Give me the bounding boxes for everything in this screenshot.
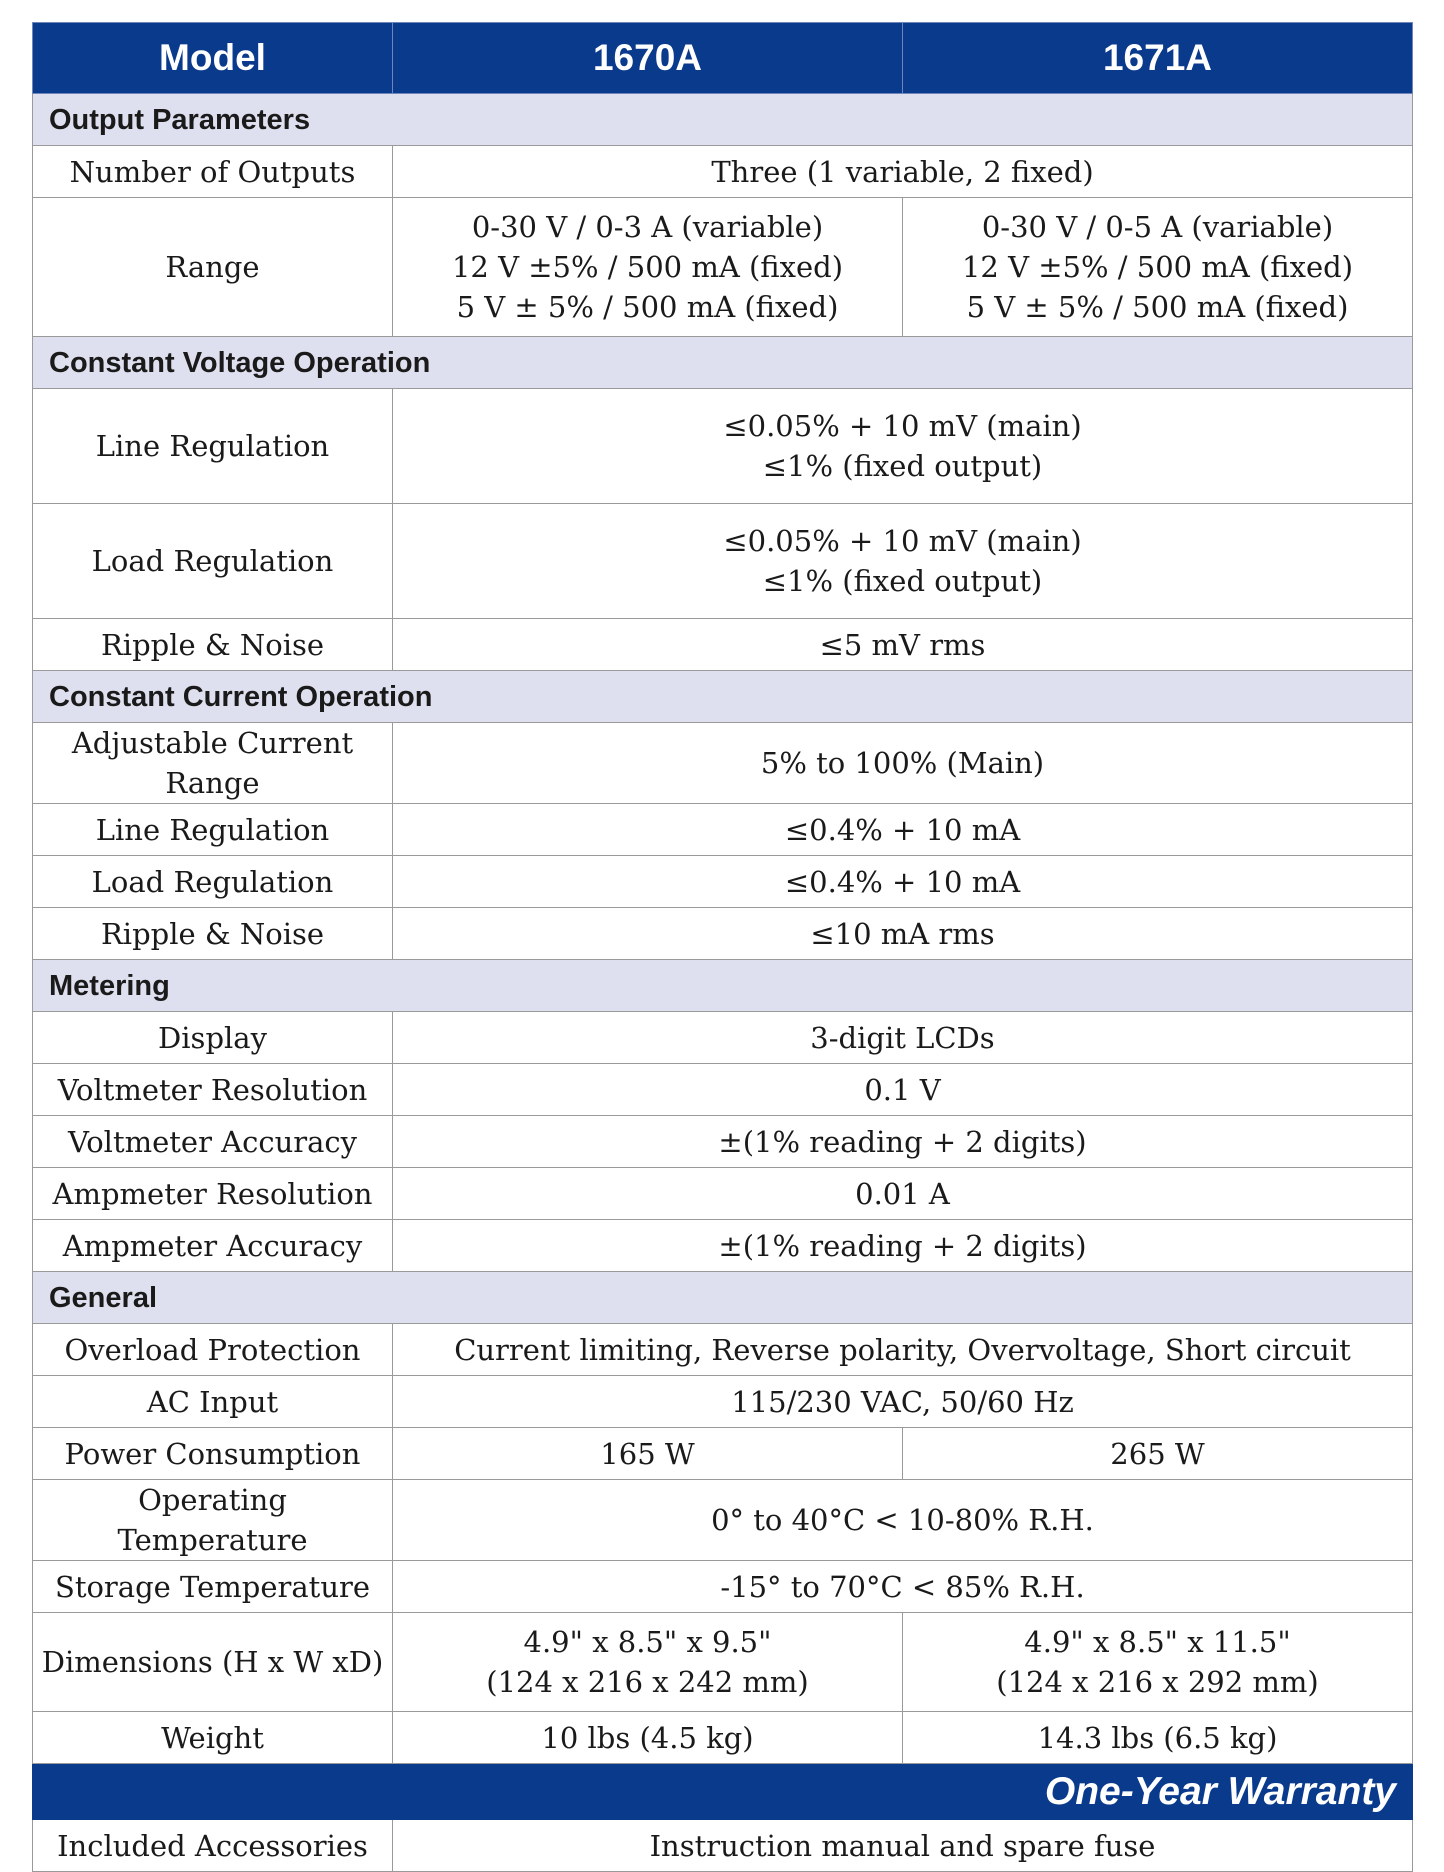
warranty-row <box>33 1764 1413 1820</box>
row-label: Display <box>33 1012 393 1064</box>
value-line: 12 V ±5% / 500 mA (fixed) <box>961 250 1354 284</box>
row-value: 0.01 A <box>393 1168 1413 1220</box>
row-label: Ampmeter Accuracy <box>33 1220 393 1272</box>
header-row <box>33 23 1413 94</box>
row-value-1671a: 14.3 lbs (6.5 kg) <box>903 1712 1413 1764</box>
section-row <box>33 1272 1413 1324</box>
table-row <box>33 1324 1413 1376</box>
row-value-1671a: 265 W <box>903 1428 1413 1480</box>
value-line: 5 V ± 5% / 500 mA (fixed) <box>966 290 1349 324</box>
row-label: Dimensions (H x W xD) <box>33 1613 393 1712</box>
row-value-1670a <box>393 1613 903 1712</box>
value-line: ≤1% (fixed output) <box>762 449 1043 483</box>
table-row <box>33 198 1413 337</box>
row-label: Operating Temperature <box>33 1480 393 1561</box>
row-label: Line Regulation <box>33 389 393 504</box>
header-1670a: 1670A <box>393 23 903 94</box>
table-row <box>33 1820 1413 1872</box>
section-general: General <box>33 1272 1413 1324</box>
row-value-1671a <box>903 198 1413 337</box>
row-value: Three (1 variable, 2 fixed) <box>393 146 1413 198</box>
row-value <box>393 504 1413 619</box>
row-value <box>393 389 1413 504</box>
row-label: Overload Protection <box>33 1324 393 1376</box>
value-line: 4.9" x 8.5" x 11.5" <box>1024 1625 1291 1659</box>
row-value-1670a: 10 lbs (4.5 kg) <box>393 1712 903 1764</box>
row-label: Voltmeter Resolution <box>33 1064 393 1116</box>
row-label: Voltmeter Accuracy <box>33 1116 393 1168</box>
row-value-1671a <box>903 1613 1413 1712</box>
table-row <box>33 504 1413 619</box>
value-line: (124 x 216 x 292 mm) <box>996 1665 1319 1699</box>
row-label: Adjustable Current Range <box>33 723 393 804</box>
table-row <box>33 1376 1413 1428</box>
table-row <box>33 1428 1413 1480</box>
table-row <box>33 1064 1413 1116</box>
table-row <box>33 619 1413 671</box>
row-value: ≤0.4% + 10 mA <box>393 804 1413 856</box>
row-value: 3-digit LCDs <box>393 1012 1413 1064</box>
table-row <box>33 389 1413 504</box>
section-metering: Metering <box>33 960 1413 1012</box>
row-value: 115/230 VAC, 50/60 Hz <box>393 1376 1413 1428</box>
row-label: Included Accessories <box>33 1820 393 1872</box>
row-value: ±(1% reading + 2 digits) <box>393 1220 1413 1272</box>
row-value: ≤5 mV rms <box>393 619 1413 671</box>
row-label: Number of Outputs <box>33 146 393 198</box>
section-row <box>33 94 1413 146</box>
table-row <box>33 723 1413 804</box>
spec-table <box>32 22 1413 1872</box>
value-line: 0-30 V / 0-3 A (variable) <box>471 210 824 244</box>
header-model: Model <box>33 23 393 94</box>
row-value: 5% to 100% (Main) <box>393 723 1413 804</box>
value-line: 0-30 V / 0-5 A (variable) <box>981 210 1334 244</box>
section-row <box>33 337 1413 389</box>
value-line: 4.9" x 8.5" x 9.5" <box>523 1625 772 1659</box>
table-row <box>33 1220 1413 1272</box>
row-value: ±(1% reading + 2 digits) <box>393 1116 1413 1168</box>
row-label: AC Input <box>33 1376 393 1428</box>
value-line: ≤1% (fixed output) <box>762 564 1043 598</box>
table-row <box>33 1561 1413 1613</box>
row-label: Ripple & Noise <box>33 619 393 671</box>
value-line: 5 V ± 5% / 500 mA (fixed) <box>456 290 839 324</box>
value-line: ≤0.05% + 10 mV (main) <box>723 409 1082 443</box>
row-value: -15° to 70°C < 85% R.H. <box>393 1561 1413 1613</box>
table-row <box>33 1012 1413 1064</box>
row-label: Load Regulation <box>33 856 393 908</box>
row-value-1670a <box>393 198 903 337</box>
table-row <box>33 804 1413 856</box>
row-value: 0° to 40°C < 10-80% R.H. <box>393 1480 1413 1561</box>
table-row <box>33 1613 1413 1712</box>
row-label: Range <box>33 198 393 337</box>
table-row <box>33 1480 1413 1561</box>
section-constant-voltage: Constant Voltage Operation <box>33 337 1413 389</box>
warranty-banner: One-Year Warranty <box>33 1764 1413 1820</box>
value-line: ≤0.05% + 10 mV (main) <box>723 524 1082 558</box>
row-label: Line Regulation <box>33 804 393 856</box>
section-output-parameters: Output Parameters <box>33 94 1413 146</box>
row-label: Power Consumption <box>33 1428 393 1480</box>
table-row <box>33 908 1413 960</box>
row-label: Storage Temperature <box>33 1561 393 1613</box>
section-constant-current: Constant Current Operation <box>33 671 1413 723</box>
row-value: ≤0.4% + 10 mA <box>393 856 1413 908</box>
header-1671a: 1671A <box>903 23 1413 94</box>
table-row <box>33 1116 1413 1168</box>
value-line: 12 V ±5% / 500 mA (fixed) <box>451 250 844 284</box>
table-row <box>33 146 1413 198</box>
value-line: (124 x 216 x 242 mm) <box>486 1665 809 1699</box>
row-value: ≤10 mA rms <box>393 908 1413 960</box>
row-value: Instruction manual and spare fuse <box>393 1820 1413 1872</box>
table-row <box>33 856 1413 908</box>
section-row <box>33 671 1413 723</box>
row-label: Weight <box>33 1712 393 1764</box>
row-label: Ripple & Noise <box>33 908 393 960</box>
section-row <box>33 960 1413 1012</box>
row-label: Ampmeter Resolution <box>33 1168 393 1220</box>
table-row <box>33 1168 1413 1220</box>
row-value: 0.1 V <box>393 1064 1413 1116</box>
row-value: Current limiting, Reverse polarity, Overvoltage, Short circuit <box>393 1324 1413 1376</box>
table-row <box>33 1712 1413 1764</box>
row-label: Load Regulation <box>33 504 393 619</box>
row-value-1670a: 165 W <box>393 1428 903 1480</box>
